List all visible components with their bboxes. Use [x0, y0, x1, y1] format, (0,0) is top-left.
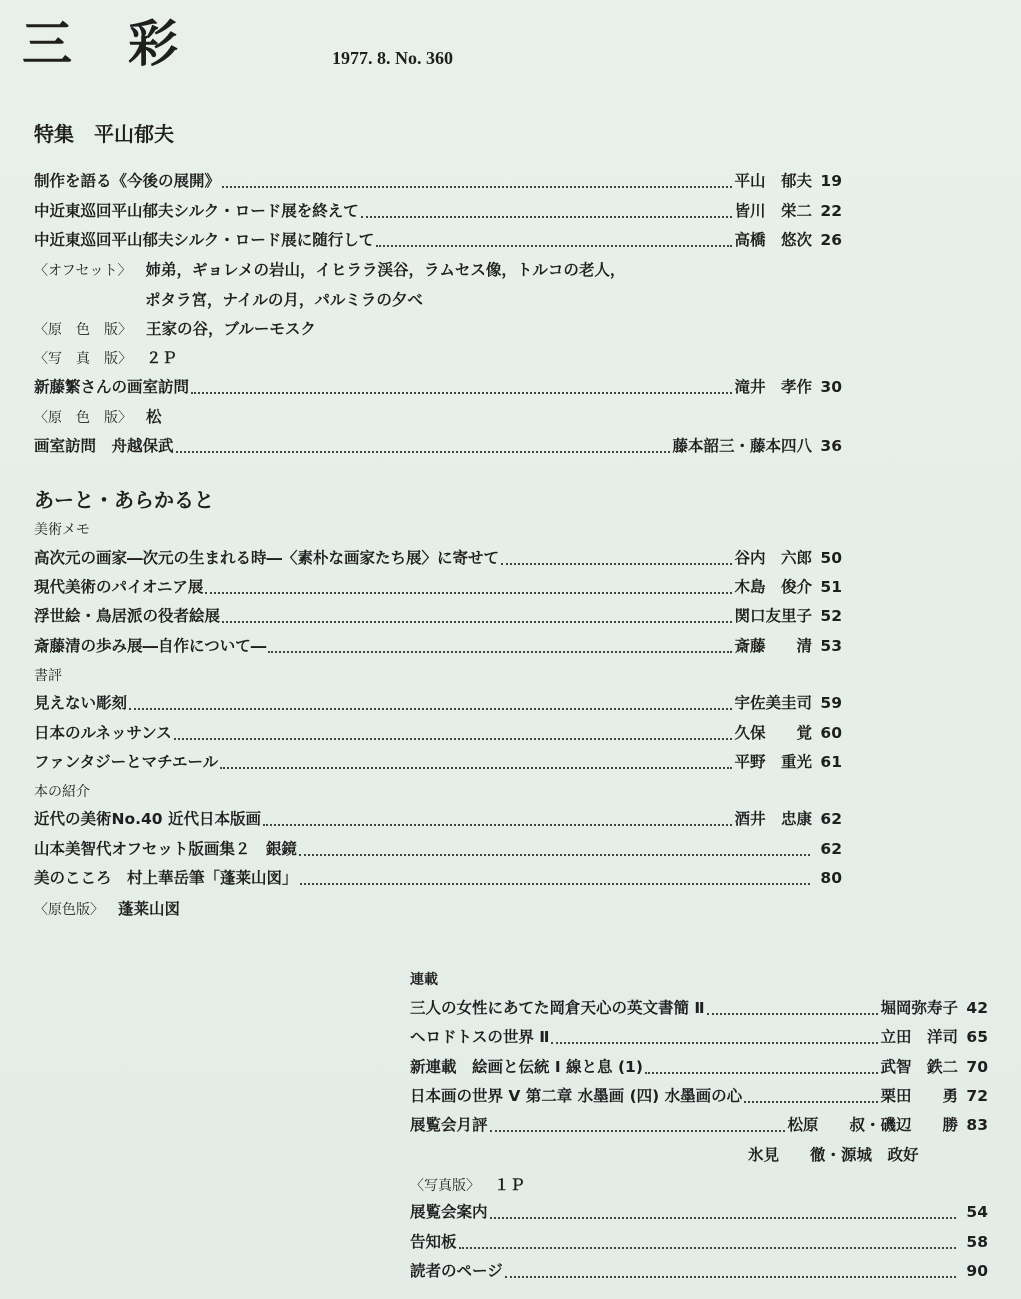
leader-dots — [490, 1130, 786, 1132]
review-label: 書評 — [34, 668, 62, 684]
toc-entry[interactable] — [34, 374, 842, 400]
entry-author: 藤本韶三・藤本四八 — [672, 437, 812, 455]
entry-page: 19 — [820, 172, 842, 190]
toc-entry[interactable] — [410, 995, 988, 1021]
toc-entry[interactable] — [410, 1258, 988, 1284]
offset-list — [34, 257, 625, 284]
entry-page: 42 — [966, 999, 988, 1017]
entry-page: 53 — [820, 637, 842, 655]
entry-author: 滝井 孝作 — [734, 378, 812, 396]
photo-plate-label: 〈写 真 版〉 — [34, 351, 132, 367]
leader-dots — [220, 767, 732, 769]
entry-author: 酒井 忠康 — [734, 810, 812, 828]
leader-dots — [129, 708, 732, 710]
entry-author: 栗田 勇 — [880, 1087, 958, 1105]
leader-dots — [645, 1072, 879, 1074]
entry-page: 51 — [820, 578, 842, 596]
toc-entry[interactable] — [410, 1024, 988, 1050]
leader-dots — [707, 1013, 879, 1015]
toc-entry[interactable] — [410, 1083, 988, 1109]
toc-entry[interactable] — [34, 806, 842, 832]
entry-title: 中近東巡回平山郁夫シルク・ロード展を終えて — [34, 202, 359, 220]
entry-page: 52 — [820, 607, 842, 625]
color-plate-3 — [34, 896, 180, 923]
color-plate-1 — [34, 316, 316, 343]
entry-title: 斎藤清の歩み展―自作について― — [34, 637, 267, 655]
color-plate-label: 〈原色版〉 — [34, 902, 104, 918]
toc-entry[interactable] — [34, 865, 842, 891]
entry-author: 皆川 栄二 — [734, 202, 812, 220]
entry-title: 日本のルネッサンス — [34, 724, 172, 742]
toc-entry[interactable] — [34, 749, 842, 775]
entry-page: 36 — [820, 437, 842, 455]
entry-page: 30 — [820, 378, 842, 396]
entry-title: 現代美術のパイオニア展 — [34, 578, 204, 596]
entry-page: 90 — [966, 1262, 988, 1280]
toc-entry[interactable] — [34, 633, 842, 659]
photo-plate-label: 〈写真版〉 — [410, 1178, 480, 1194]
toc-entry[interactable] — [34, 690, 842, 716]
entry-page: 70 — [966, 1058, 988, 1076]
entry-title: ヘロドトスの世界 Ⅱ — [410, 1028, 550, 1046]
entry-title: 新藤繁さんの画室訪問 — [34, 378, 190, 396]
entry-title: 告知板 — [410, 1233, 457, 1251]
entry-title: 見えない彫刻 — [34, 694, 128, 712]
offset-text-2: ポタラ宮，ナイルの月，パルミラの夕べ — [145, 291, 423, 309]
toc-entry[interactable] — [410, 1229, 988, 1255]
leader-dots — [501, 563, 732, 565]
entry-title: 画室訪問 舟越保武 — [34, 437, 174, 455]
entry-author: 高橋 悠次 — [734, 231, 812, 249]
toc-entry[interactable] — [34, 720, 842, 746]
entry-author: 谷内 六郎 — [734, 549, 812, 567]
entry-title: 山本美智代オフセット版画集２ 銀鏡 — [34, 840, 297, 858]
entry-author: 木島 俊介 — [734, 578, 812, 596]
leader-dots — [205, 592, 732, 594]
leader-dots — [263, 824, 733, 826]
entry-page: 65 — [966, 1028, 988, 1046]
photo-plate-2 — [410, 1172, 525, 1199]
entry-page: 62 — [820, 810, 842, 828]
entry-title: 近代の美術No.40 近代日本版画 — [34, 810, 261, 828]
entry-author: 立田 洋司 — [880, 1028, 958, 1046]
leader-dots — [361, 216, 733, 218]
books-label: 本の紹介 — [34, 784, 90, 800]
leader-dots — [299, 854, 810, 856]
photo-plate — [34, 345, 177, 372]
entry-author: 斎藤 清 — [734, 637, 812, 655]
color-plate-text: 王家の谷，ブルーモスク — [146, 320, 316, 338]
offset-label: 〈オフセット〉 — [34, 263, 132, 279]
leader-dots — [174, 738, 733, 740]
entry-title: 新連載 絵画と伝統 Ⅰ 線と息 (1) — [410, 1058, 643, 1076]
entry-author: 堀岡弥寿子 — [880, 999, 958, 1017]
entry-page: 80 — [820, 869, 842, 887]
color-plate-label: 〈原 色 版〉 — [34, 322, 132, 338]
toc-entry[interactable] — [410, 1112, 988, 1138]
entry-author: 平野 重光 — [734, 753, 812, 771]
leader-dots — [551, 1042, 878, 1044]
review-authors-2: 氷見 徹・源城 政好 — [748, 1146, 919, 1164]
toc-entry[interactable] — [34, 227, 842, 253]
leader-dots — [191, 392, 732, 394]
entry-page: 83 — [966, 1116, 988, 1134]
entry-title: 中近東巡回平山郁夫シルク・ロード展に随行して — [34, 231, 375, 249]
color-plate-text: 松 — [146, 408, 162, 426]
color-plate-text: 蓬莱山図 — [118, 900, 181, 918]
leader-dots — [459, 1247, 956, 1249]
entry-page: 72 — [966, 1087, 988, 1105]
photo-plate-text: ２Ｐ — [146, 349, 178, 367]
entry-author: 松原 叔・磯辺 勝 — [787, 1116, 958, 1134]
toc-entry[interactable] — [34, 433, 842, 459]
leader-dots — [744, 1101, 878, 1103]
entry-page: 61 — [820, 753, 842, 771]
toc-entry[interactable] — [34, 198, 842, 224]
entry-title: 展覧会月評 — [410, 1116, 488, 1134]
photo-plate-text: １Ｐ — [494, 1176, 526, 1194]
toc-entry[interactable] — [34, 603, 842, 629]
leader-dots — [490, 1217, 956, 1219]
color-plate-label: 〈原 色 版〉 — [34, 410, 132, 426]
entry-author: 宇佐美圭司 — [734, 694, 812, 712]
entry-title: 制作を語る《今後の展開》 — [34, 172, 221, 190]
entry-title: 美のこころ 村上華岳筆「蓬莱山図」 — [34, 869, 298, 887]
entry-title: 高次元の画家―次元の生まれる時―〈素朴な画家たち展〉に寄せて — [34, 549, 500, 567]
entry-author: 武智 鉄二 — [880, 1058, 958, 1076]
toc-entry[interactable] — [410, 1199, 988, 1225]
entry-title: 読者のページ — [410, 1262, 503, 1280]
magazine-title: 三彩 — [22, 15, 234, 73]
toc-entry[interactable] — [34, 574, 842, 600]
entry-page: 54 — [966, 1203, 988, 1221]
leader-dots — [222, 621, 732, 623]
entry-title: 日本画の世界 Ⅴ 第二章 水墨画 (四) 水墨画の心 — [410, 1087, 743, 1105]
entry-title: 展覧会案内 — [410, 1203, 488, 1221]
leader-dots — [176, 451, 671, 453]
toc-entry[interactable] — [34, 168, 842, 194]
leader-dots — [300, 883, 810, 885]
entry-author: 久保 覚 — [734, 724, 812, 742]
entry-page: 22 — [820, 202, 842, 220]
entry-page: 59 — [820, 694, 842, 712]
entry-title: 三人の女性にあてた岡倉天心の英文書簡 Ⅱ — [410, 999, 705, 1017]
entry-page: 50 — [820, 549, 842, 567]
entry-page: 60 — [820, 724, 842, 742]
entry-page: 58 — [966, 1233, 988, 1251]
feature-title: 特集 平山郁夫 — [34, 122, 174, 146]
entry-author: 平山 郁夫 — [734, 172, 812, 190]
entry-title: ファンタジーとマチエール — [34, 753, 219, 771]
toc-entry[interactable] — [34, 836, 842, 862]
toc-entry[interactable] — [34, 545, 842, 571]
color-plate-2 — [34, 404, 162, 431]
issue-number: 1977. 8. No. 360 — [332, 48, 453, 68]
toc-entry[interactable] — [410, 1054, 988, 1080]
art-section-title: あーと・あらかると — [34, 488, 214, 512]
serial-label: 連載 — [410, 972, 438, 988]
leader-dots — [222, 186, 732, 188]
entry-author: 関口友里子 — [734, 607, 812, 625]
leader-dots — [268, 651, 732, 653]
entry-page: 26 — [820, 231, 842, 249]
leader-dots — [376, 245, 732, 247]
entry-page: 62 — [820, 840, 842, 858]
memo-label: 美術メモ — [34, 522, 90, 538]
offset-text-1: 姉弟，ギョレメの岩山，イヒララ渓谷，ラムセス像，トルコの老人， — [145, 261, 626, 279]
leader-dots — [505, 1276, 956, 1278]
entry-title: 浮世絵・鳥居派の役者絵展 — [34, 607, 221, 625]
